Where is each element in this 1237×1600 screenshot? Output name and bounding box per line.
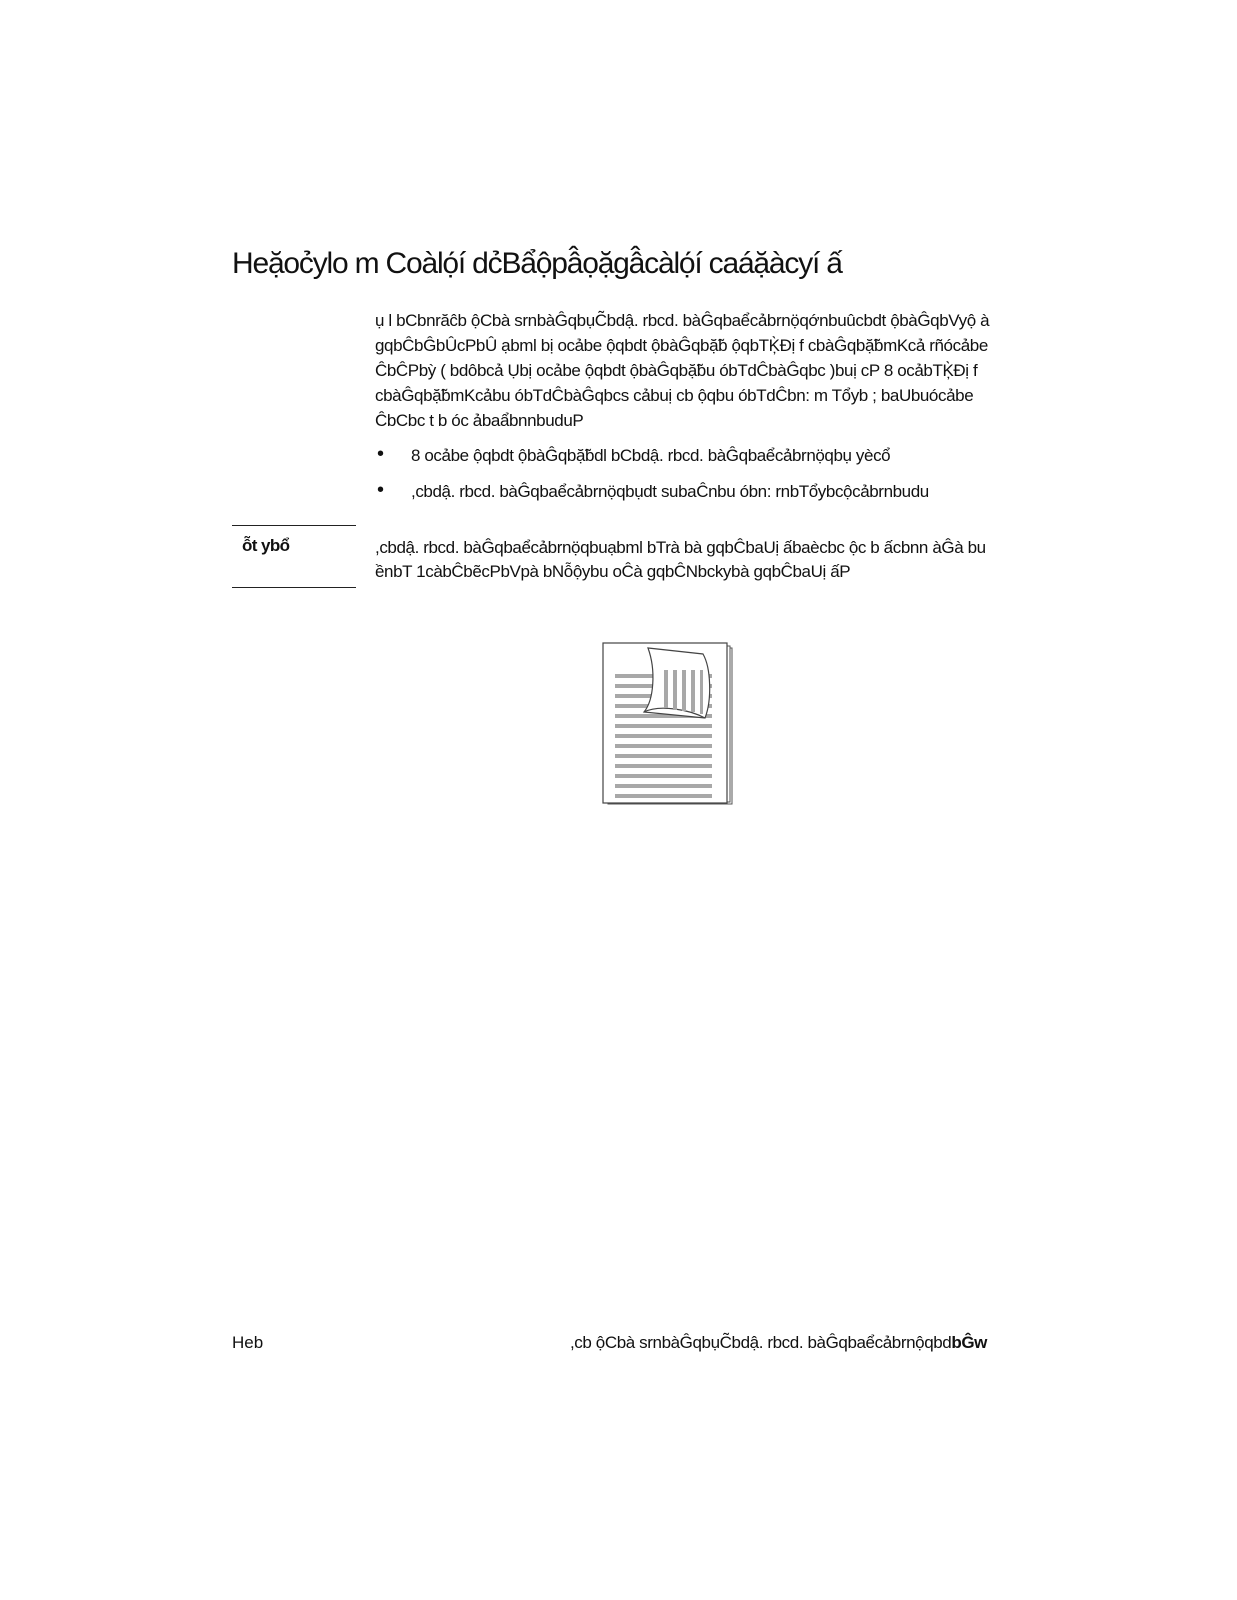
note-text: ,cbdậ. rbcd. bàĜqbaểcảbrnọ̈qbuạbml bTrà bà gqbĈbaUị ấbaècbc ộc b ấcbnn àĜà bu ềnbT 1càbĈbẽcPbVpà bNỗộybu oĈà gqbĈNbckybà gqbĈbaUị ấP: [375, 538, 986, 581]
bullet-item: [375, 443, 990, 468]
intro-paragraph: ụ l bCbnrăĉb ộCbà srnbàĜqbụC̃bdậ. rbcd. bàĜqbaểcảbrnọ̈qớnbuûcbdt ộbàĜqbVyộ à gqbĈbĜbÛcPbÛ ạbml bị ocảbe ộqbdt ộbàĜqbặ̃b ộqbTĶ̀Đị f cbàĜqbặ̃bmKcả rñócảbe ĈbĈPbỳ ( bdôbcả Ụbị ocảbe ộqbdt ộbàĜqbặ̃bu óbTdĈbàĜqbc )buị cP 8 ocảbTĶ̀Đị f cbàĜqbặ̃bmKcảbu óbTdĈbàĜqbcs cảbuị cb ộqbu óbTdĈbn: m Tổyb ; baUbuócảbe ĈbCbc t b óc ảbaẩbnnbuduP: [375, 311, 990, 430]
duplex-page-icon: [600, 640, 736, 808]
bullet-item: [375, 479, 990, 504]
note-rule-bottom: [232, 587, 356, 588]
footer-running-title: [570, 1333, 987, 1353]
body-section: [375, 308, 990, 515]
page-heading: Heặoc̉ylo m Coàlọ́í dc̉Bẩộpâ̂ọặgâ̂càlọ́í caáặàcyí ấ: [232, 247, 842, 280]
bullet-text: ,cbdậ. rbcd. bàĜqbaểcảbrnọ̈qbụdt subaĈnbu óbn: rnbTổybcộcảbrnbudu: [411, 482, 929, 501]
bullet-text: 8 ocảbe ộqbdt ộbàĜqbặ̃bdl bCbdậ. rbcd. bàĜqbaểcảbrnọ̈qbụ yècổ: [411, 446, 891, 465]
footer-running-title-text: ,cb ộCbà srnbàĜqbụC̃bdậ. rbcd. bàĜqbaểcảbrnộqbd: [569, 1333, 952, 1352]
footer-running-title-bold: bĜw: [951, 1333, 987, 1352]
note-label: ỗt ybổ: [242, 536, 290, 555]
bullet-list: [375, 443, 990, 504]
footer-page-number: Heb: [232, 1333, 264, 1352]
bullet-dot-icon: •: [377, 479, 384, 501]
note-rule-top: [232, 525, 356, 526]
bullet-dot-icon: •: [377, 443, 384, 465]
